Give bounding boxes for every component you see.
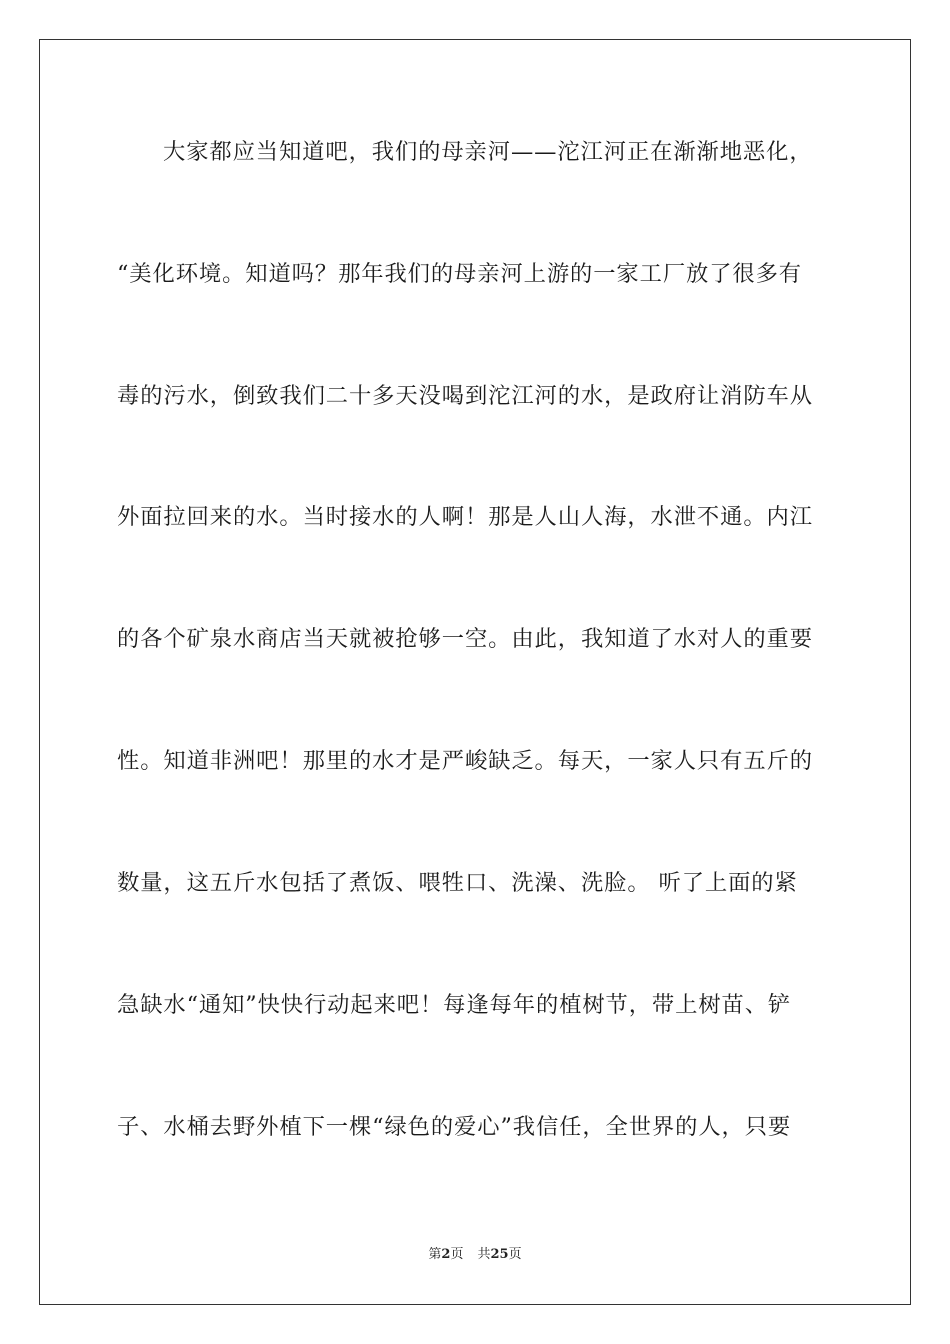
page-number: 2 — [441, 1247, 451, 1262]
page-footer — [0, 1246, 950, 1264]
page-suffix: 页 — [450, 1247, 464, 1262]
page-prefix: 第 — [428, 1247, 442, 1262]
text-line-2: “美化环境。知道吗？那年我们的母亲河上游的一家工厂放了很多有 — [117, 261, 803, 287]
text-line-4: 外面拉回来的水。当时接水的人啊！那是人山人海，水泄不通。内江 — [117, 504, 813, 530]
total-pages: 25 — [490, 1247, 509, 1262]
total-suffix: 页 — [508, 1247, 522, 1262]
text-line-3: 毒的污水，倒致我们二十多天没喝到沱江河的水，是政府让消防车从 — [117, 383, 813, 409]
text-line-9: 子、水桶去野外植下一棵“绿色的爱心”我信任，全世界的人，只要 — [117, 1114, 792, 1140]
text-line-6: 性。知道非洲吧！那里的水才是严峻缺乏。每天，一家人只有五斤的 — [117, 748, 813, 774]
text-line-1: 大家都应当知道吧，我们的母亲河——沱江河正在渐渐地恶化， — [163, 139, 813, 165]
text-line-8: 急缺水“通知”快快行动起来吧！每逢每年的植树节，带上树苗、铲 — [117, 992, 792, 1018]
text-line-5: 的各个矿泉水商店当天就被抢够一空。由此，我知道了水对人的重要 — [117, 626, 813, 652]
total-prefix: 共 — [477, 1247, 491, 1262]
text-line-7: 数量，这五斤水包括了煮饭、喂牲口、洗澡、洗脸。 听了上面的紧 — [117, 870, 798, 896]
